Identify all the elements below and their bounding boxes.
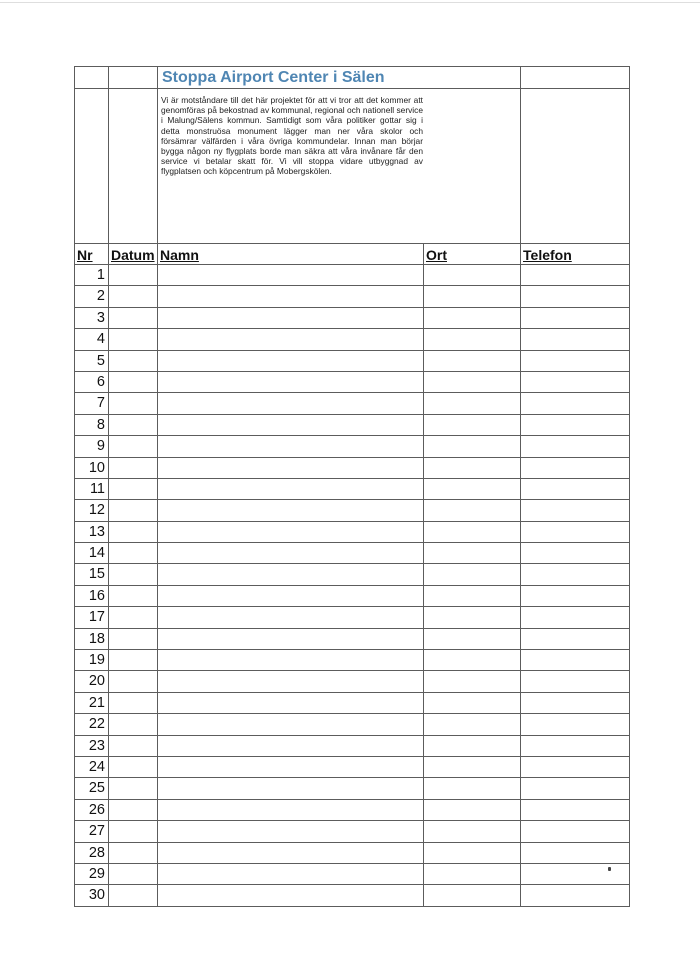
signature-row xyxy=(75,371,630,392)
telefon-field[interactable] xyxy=(521,842,630,863)
signature-row xyxy=(75,671,630,692)
signature-row xyxy=(75,756,630,777)
datum-field[interactable] xyxy=(109,393,158,414)
signature-row xyxy=(75,735,630,756)
namn-field[interactable] xyxy=(158,371,424,392)
row-number: 9 xyxy=(96,438,105,455)
row-number: 15 xyxy=(88,566,105,583)
datum-field[interactable] xyxy=(109,671,158,692)
row-number: 30 xyxy=(88,887,105,904)
signature-row xyxy=(75,521,630,542)
row-number: 23 xyxy=(88,737,105,754)
signature-row xyxy=(75,543,630,564)
namn-field[interactable] xyxy=(158,842,424,863)
row-number: 27 xyxy=(88,823,105,840)
signature-row xyxy=(75,414,630,435)
namn-field[interactable] xyxy=(158,265,424,286)
telefon-field[interactable] xyxy=(521,778,630,799)
datum-field[interactable] xyxy=(109,350,158,371)
ort-field[interactable] xyxy=(424,821,521,842)
row-number-cell xyxy=(75,692,109,713)
row-number: 6 xyxy=(96,373,105,390)
namn-field[interactable] xyxy=(158,329,424,350)
row-number: 28 xyxy=(88,844,105,861)
ort-field[interactable] xyxy=(424,692,521,713)
telefon-field[interactable] xyxy=(521,350,630,371)
telefon-field[interactable] xyxy=(521,650,630,671)
signature-row xyxy=(75,842,630,863)
row-number: 24 xyxy=(88,758,105,775)
ort-field[interactable] xyxy=(424,543,521,564)
datum-field[interactable] xyxy=(109,585,158,606)
namn-field[interactable] xyxy=(158,714,424,735)
telefon-field[interactable] xyxy=(521,863,630,884)
datum-field[interactable] xyxy=(109,821,158,842)
namn-field[interactable] xyxy=(158,564,424,585)
datum-field[interactable] xyxy=(109,842,158,863)
row-number-cell xyxy=(75,842,109,863)
ort-field[interactable] xyxy=(424,478,521,499)
title-cell xyxy=(158,67,521,89)
ort-field[interactable] xyxy=(424,414,521,435)
row-number: 8 xyxy=(96,416,105,433)
namn-field[interactable] xyxy=(158,436,424,457)
row-number: 13 xyxy=(88,523,105,540)
datum-field[interactable] xyxy=(109,478,158,499)
ort-field[interactable] xyxy=(424,436,521,457)
row-number: 2 xyxy=(96,288,105,305)
row-number: 29 xyxy=(88,865,105,882)
datum-field[interactable] xyxy=(109,885,158,906)
ort-field[interactable] xyxy=(424,607,521,628)
telefon-field[interactable] xyxy=(521,885,630,906)
row-number-cell xyxy=(75,436,109,457)
telefon-field[interactable] xyxy=(521,393,630,414)
telefon-field[interactable] xyxy=(521,543,630,564)
namn-field[interactable] xyxy=(158,414,424,435)
namn-field[interactable] xyxy=(158,778,424,799)
row-number-cell xyxy=(75,265,109,286)
row-number: 12 xyxy=(88,502,105,519)
signature-row xyxy=(75,436,630,457)
namn-field[interactable] xyxy=(158,628,424,649)
row-number-cell xyxy=(75,500,109,521)
row-number-cell xyxy=(75,778,109,799)
row-number-cell xyxy=(75,671,109,692)
row-number-cell xyxy=(75,650,109,671)
header-namn xyxy=(158,244,424,265)
signature-row xyxy=(75,714,630,735)
row-number-cell xyxy=(75,350,109,371)
row-number-cell xyxy=(75,628,109,649)
namn-field[interactable] xyxy=(158,585,424,606)
row-number-cell xyxy=(75,735,109,756)
datum-field[interactable] xyxy=(109,714,158,735)
datum-field[interactable] xyxy=(109,329,158,350)
row-number-cell xyxy=(75,414,109,435)
ort-field[interactable] xyxy=(424,500,521,521)
telefon-field[interactable] xyxy=(521,671,630,692)
ort-field[interactable] xyxy=(424,714,521,735)
row-number: 11 xyxy=(89,480,105,497)
telefon-field[interactable] xyxy=(521,500,630,521)
ort-field[interactable] xyxy=(424,863,521,884)
signature-row xyxy=(75,350,630,371)
row-number-cell xyxy=(75,543,109,564)
namn-field[interactable] xyxy=(158,692,424,713)
namn-field[interactable] xyxy=(158,500,424,521)
datum-field[interactable] xyxy=(109,799,158,820)
signature-row xyxy=(75,821,630,842)
row-number-cell xyxy=(75,478,109,499)
petition-form xyxy=(74,66,629,906)
ort-field[interactable] xyxy=(424,799,521,820)
scan-edge-line xyxy=(0,2,700,3)
header-datum xyxy=(109,244,158,265)
telefon-field[interactable] xyxy=(521,436,630,457)
signature-table xyxy=(74,66,630,907)
datum-field[interactable] xyxy=(109,500,158,521)
telefon-field[interactable] xyxy=(521,265,630,286)
signature-row xyxy=(75,585,630,606)
signature-row xyxy=(75,692,630,713)
ort-field[interactable] xyxy=(424,735,521,756)
namn-field[interactable] xyxy=(158,863,424,884)
row-number: 1 xyxy=(96,267,105,283)
signature-row xyxy=(75,799,630,820)
signature-row xyxy=(75,607,630,628)
signature-row xyxy=(75,329,630,350)
ort-field[interactable] xyxy=(424,350,521,371)
namn-field[interactable] xyxy=(158,735,424,756)
datum-field[interactable] xyxy=(109,286,158,307)
telefon-field[interactable] xyxy=(521,607,630,628)
row-number-cell xyxy=(75,607,109,628)
telefon-field[interactable] xyxy=(521,692,630,713)
row-number-cell xyxy=(75,885,109,906)
row-number: 25 xyxy=(88,780,105,797)
ink-dot xyxy=(608,867,611,871)
signature-row xyxy=(75,628,630,649)
telefon-field[interactable] xyxy=(521,756,630,777)
signature-row xyxy=(75,564,630,585)
namn-field[interactable] xyxy=(158,393,424,414)
header-namn-label: Namn xyxy=(160,247,199,263)
ort-field[interactable] xyxy=(424,842,521,863)
datum-field[interactable] xyxy=(109,735,158,756)
ort-field[interactable] xyxy=(424,286,521,307)
row-number-cell xyxy=(75,714,109,735)
datum-field[interactable] xyxy=(109,607,158,628)
intro-cell xyxy=(158,89,521,244)
signature-row xyxy=(75,778,630,799)
datum-field[interactable] xyxy=(109,543,158,564)
row-number-cell xyxy=(75,756,109,777)
datum-field[interactable] xyxy=(109,371,158,392)
namn-field[interactable] xyxy=(158,307,424,328)
ort-field[interactable] xyxy=(424,521,521,542)
ort-field[interactable] xyxy=(424,371,521,392)
row-number: 4 xyxy=(96,331,105,348)
namn-field[interactable] xyxy=(158,286,424,307)
namn-field[interactable] xyxy=(158,457,424,478)
intro-cell-nr xyxy=(75,89,109,244)
datum-field[interactable] xyxy=(109,457,158,478)
ort-field[interactable] xyxy=(424,650,521,671)
title-row xyxy=(75,67,630,89)
datum-field[interactable] xyxy=(109,692,158,713)
header-ort-label: Ort xyxy=(426,247,447,263)
form-title: Stoppa Airport Center i Sälen xyxy=(162,69,385,86)
row-number: 22 xyxy=(88,716,105,733)
row-number-cell xyxy=(75,521,109,542)
signature-row xyxy=(75,478,630,499)
telefon-field[interactable] xyxy=(521,714,630,735)
datum-field[interactable] xyxy=(109,628,158,649)
datum-field[interactable] xyxy=(109,564,158,585)
row-number-cell xyxy=(75,863,109,884)
namn-field[interactable] xyxy=(158,756,424,777)
datum-field[interactable] xyxy=(109,756,158,777)
telefon-field[interactable] xyxy=(521,478,630,499)
signature-row xyxy=(75,457,630,478)
namn-field[interactable] xyxy=(158,543,424,564)
row-number: 5 xyxy=(96,352,105,369)
ort-field[interactable] xyxy=(424,778,521,799)
namn-field[interactable] xyxy=(158,671,424,692)
row-number: 20 xyxy=(88,673,105,690)
title-cell-datum xyxy=(109,67,158,89)
ort-field[interactable] xyxy=(424,671,521,692)
namn-field[interactable] xyxy=(158,478,424,499)
namn-field[interactable] xyxy=(158,885,424,906)
telefon-field[interactable] xyxy=(521,286,630,307)
ort-field[interactable] xyxy=(424,885,521,906)
row-number: 26 xyxy=(88,801,105,818)
telefon-field[interactable] xyxy=(521,371,630,392)
row-number-cell xyxy=(75,799,109,820)
row-number-cell xyxy=(75,585,109,606)
datum-field[interactable] xyxy=(109,265,158,286)
ort-field[interactable] xyxy=(424,329,521,350)
ort-field[interactable] xyxy=(424,564,521,585)
datum-field[interactable] xyxy=(109,863,158,884)
signature-row xyxy=(75,393,630,414)
datum-field[interactable] xyxy=(109,650,158,671)
intro-cell-telefon xyxy=(521,89,630,244)
row-number-cell xyxy=(75,286,109,307)
row-number: 14 xyxy=(88,545,105,562)
ort-field[interactable] xyxy=(424,585,521,606)
signature-row xyxy=(75,650,630,671)
telefon-field[interactable] xyxy=(521,307,630,328)
intro-text: Vi är motståndare till det här projektet för att vi tror att det kommer att genomföras på bekostnad av kommunal, regional och nationell service i Malung/Sälens kommun. Samtidigt som våra politiker gottar sig i detta monstruösa monument lägger man ner våra skolor och försämrar välfärden i våra övriga kommundelar. Innan man börjar bygga någon ny flygplats borde man säkra att våra invånare får den service vi betalar skatt för. Vi vill stoppa vidare utbyggnad av flygplatsen och köpcentrum på Mobergskölen. xyxy=(161,95,423,177)
ort-field[interactable] xyxy=(424,307,521,328)
datum-field[interactable] xyxy=(109,436,158,457)
signature-row xyxy=(75,286,630,307)
title-cell-nr xyxy=(75,67,109,89)
telefon-field[interactable] xyxy=(521,564,630,585)
namn-field[interactable] xyxy=(158,821,424,842)
signature-row xyxy=(75,307,630,328)
telefon-field[interactable] xyxy=(521,329,630,350)
header-nr-label: Nr xyxy=(77,247,93,263)
row-number: 16 xyxy=(88,587,105,604)
row-number: 7 xyxy=(96,395,105,412)
telefon-field[interactable] xyxy=(521,628,630,649)
namn-field[interactable] xyxy=(158,521,424,542)
datum-field[interactable] xyxy=(109,307,158,328)
telefon-field[interactable] xyxy=(521,414,630,435)
ort-field[interactable] xyxy=(424,265,521,286)
intro-cell-datum xyxy=(109,89,158,244)
ort-field[interactable] xyxy=(424,457,521,478)
telefon-field[interactable] xyxy=(521,521,630,542)
row-number: 10 xyxy=(88,459,105,476)
intro-row xyxy=(75,89,630,244)
telefon-field[interactable] xyxy=(521,799,630,820)
header-datum-label: Datum xyxy=(111,247,155,263)
telefon-field[interactable] xyxy=(521,585,630,606)
datum-field[interactable] xyxy=(109,414,158,435)
row-number-cell xyxy=(75,371,109,392)
ort-field[interactable] xyxy=(424,393,521,414)
telefon-field[interactable] xyxy=(521,457,630,478)
datum-field[interactable] xyxy=(109,521,158,542)
signature-row xyxy=(75,885,630,906)
signature-row xyxy=(75,265,630,286)
row-number-cell xyxy=(75,329,109,350)
header-telefon-label: Telefon xyxy=(523,247,572,263)
row-number-cell xyxy=(75,393,109,414)
row-number-cell xyxy=(75,821,109,842)
header-ort xyxy=(424,244,521,265)
signature-row xyxy=(75,863,630,884)
title-cell-telefon xyxy=(521,67,630,89)
row-number: 21 xyxy=(88,694,105,711)
telefon-field[interactable] xyxy=(521,735,630,756)
row-number: 19 xyxy=(88,652,105,669)
row-number-cell xyxy=(75,564,109,585)
row-number-cell xyxy=(75,307,109,328)
row-number: 3 xyxy=(96,309,105,326)
signature-row xyxy=(75,500,630,521)
row-number-cell xyxy=(75,457,109,478)
row-number: 18 xyxy=(88,630,105,647)
header-telefon xyxy=(521,244,630,265)
ort-field[interactable] xyxy=(424,756,521,777)
namn-field[interactable] xyxy=(158,650,424,671)
ort-field[interactable] xyxy=(424,628,521,649)
telefon-field[interactable] xyxy=(521,821,630,842)
datum-field[interactable] xyxy=(109,778,158,799)
header-row xyxy=(75,244,630,265)
namn-field[interactable] xyxy=(158,607,424,628)
namn-field[interactable] xyxy=(158,799,424,820)
row-number: 17 xyxy=(88,609,105,626)
header-nr xyxy=(75,244,109,265)
namn-field[interactable] xyxy=(158,350,424,371)
